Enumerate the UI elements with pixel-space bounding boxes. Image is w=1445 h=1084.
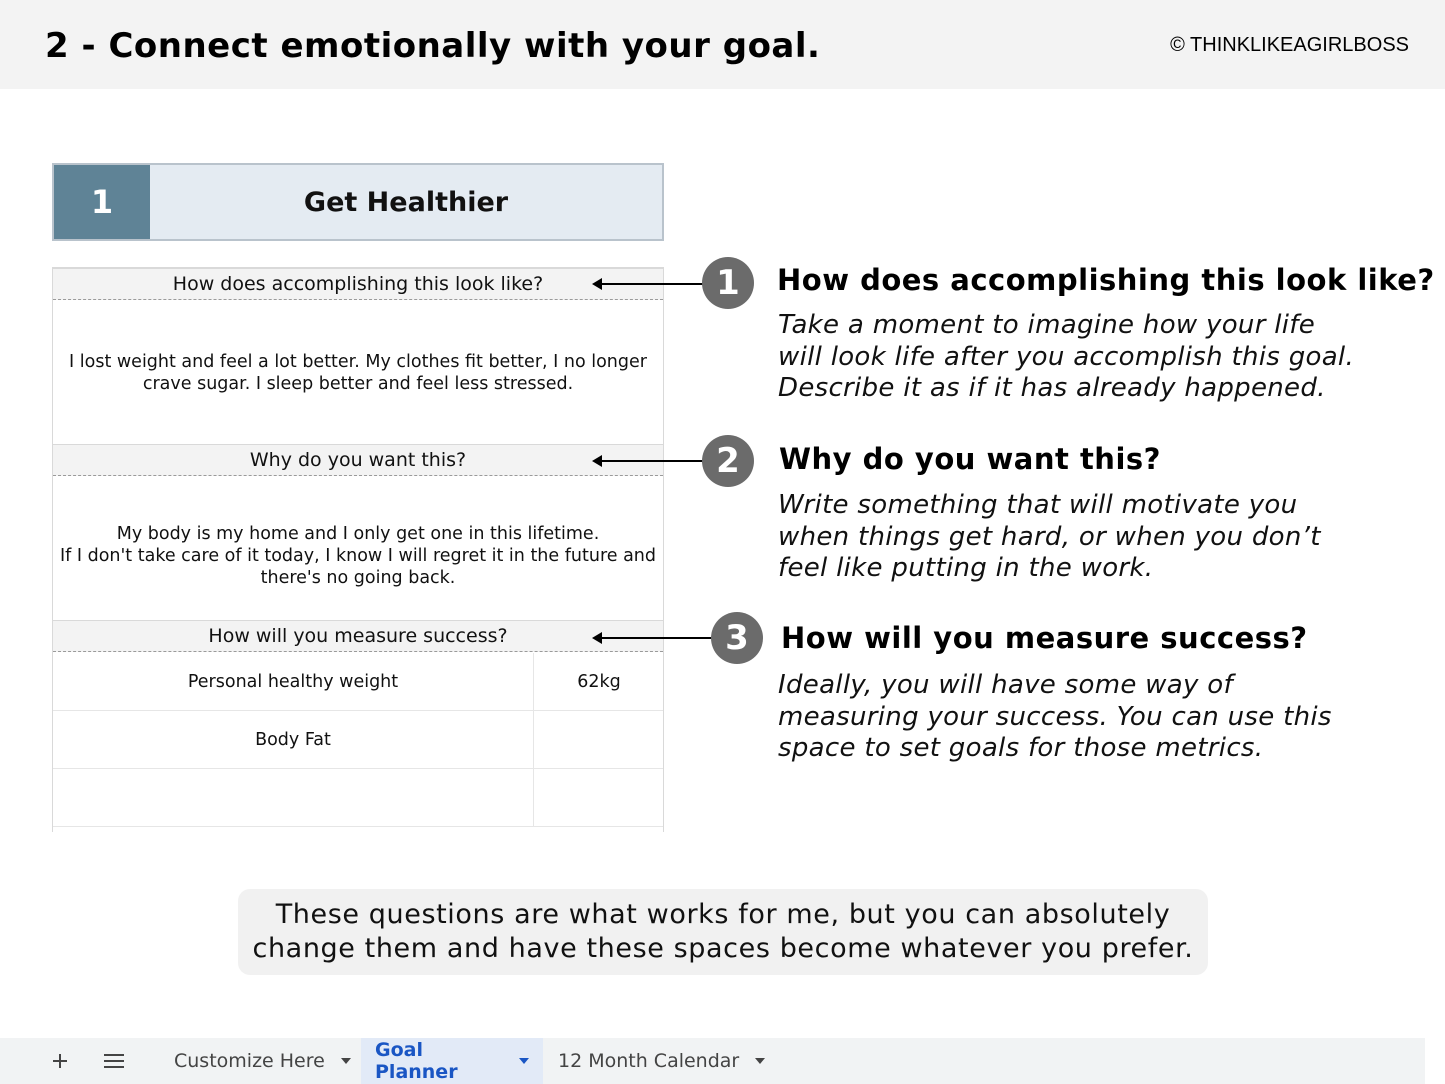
- top-bar: [0, 0, 1445, 89]
- footer-note: [238, 889, 1208, 975]
- question-1-header: How does accomplishing this look like?: [53, 268, 663, 300]
- arrow-3-icon: [594, 637, 714, 639]
- caret-down-icon[interactable]: [519, 1058, 529, 1064]
- metric-row[interactable]: [53, 653, 663, 711]
- question-2-answer[interactable]: [53, 477, 663, 620]
- metric-name[interactable]: Personal healthy weight: [53, 653, 534, 710]
- arrow-2-icon: [594, 460, 706, 462]
- question-1-answer[interactable]: [53, 301, 663, 444]
- metric-row[interactable]: [53, 769, 663, 827]
- step-3-circle: 3: [711, 612, 763, 664]
- question-1-answer-text: I lost weight and feel a lot better. My clothes fit better, I no longer crave sugar. I sleep better and feel less stressed.: [69, 351, 647, 394]
- tab-label: Goal Planner: [375, 1039, 458, 1083]
- page-title: 2 - Connect emotionally with your goal.: [45, 26, 821, 66]
- metric-value[interactable]: 62kg: [577, 671, 621, 692]
- caret-down-icon[interactable]: [341, 1058, 351, 1064]
- tab-label: 12 Month Calendar: [558, 1050, 740, 1072]
- question-2-header: Why do you want this?: [53, 444, 663, 476]
- copyright-text: © THINKLIKEAGIRLBOSS: [1170, 34, 1409, 56]
- sheet-tab-bar: [0, 1038, 1425, 1084]
- tab-12-month-calendar[interactable]: [544, 1038, 779, 1084]
- goal-sheet: [52, 267, 664, 832]
- tab-customize-here[interactable]: [160, 1038, 365, 1084]
- goal-header: [52, 163, 664, 241]
- metric-name[interactable]: [53, 769, 534, 826]
- question-2-answer-line1: My body is my home and I only get one in this lifetime.: [116, 523, 600, 544]
- explanation-2-title: Why do you want this?: [779, 442, 1161, 476]
- explanation-3-title: How will you measure success?: [781, 621, 1308, 655]
- tab-goal-planner[interactable]: [361, 1038, 543, 1084]
- explanation-3-text: Ideally, you will have some way of measuring your success. You can use this space to set goals for those metrics.: [778, 670, 1332, 763]
- explanation-1-title: How does accomplishing this look like?: [777, 263, 1435, 297]
- step-1-circle: 1: [702, 257, 754, 309]
- explanation-2-text: Write something that will motivate you when things get hard, or when you don’t feel like putting in the work.: [778, 490, 1321, 583]
- goal-title[interactable]: Get Healthier: [303, 186, 509, 218]
- plus-icon[interactable]: [45, 1046, 75, 1076]
- footer-note-text: These questions are what works for me, but you can absolutely change them and have these spaces become whatever you prefer.: [252, 899, 1194, 964]
- goal-number: 1: [54, 165, 150, 239]
- metric-name[interactable]: Body Fat: [53, 711, 534, 768]
- arrow-1-icon: [594, 283, 706, 285]
- explanation-1-text: Take a moment to imagine how your life will look life after you accomplish this goal. Describe it as if it has already happened.: [778, 310, 1355, 403]
- menu-icon[interactable]: [99, 1046, 129, 1076]
- step-2-circle: 2: [702, 435, 754, 487]
- question-3-header: How will you measure success?: [53, 620, 663, 652]
- caret-down-icon[interactable]: [755, 1058, 765, 1064]
- tab-label: Customize Here: [174, 1050, 325, 1072]
- question-2-answer-line2: If I don't take care of it today, I know I will regret it in the future and there's no going back.: [59, 545, 657, 588]
- metric-value[interactable]: [535, 769, 663, 826]
- metric-row[interactable]: [53, 711, 663, 769]
- metric-value[interactable]: [535, 711, 663, 768]
